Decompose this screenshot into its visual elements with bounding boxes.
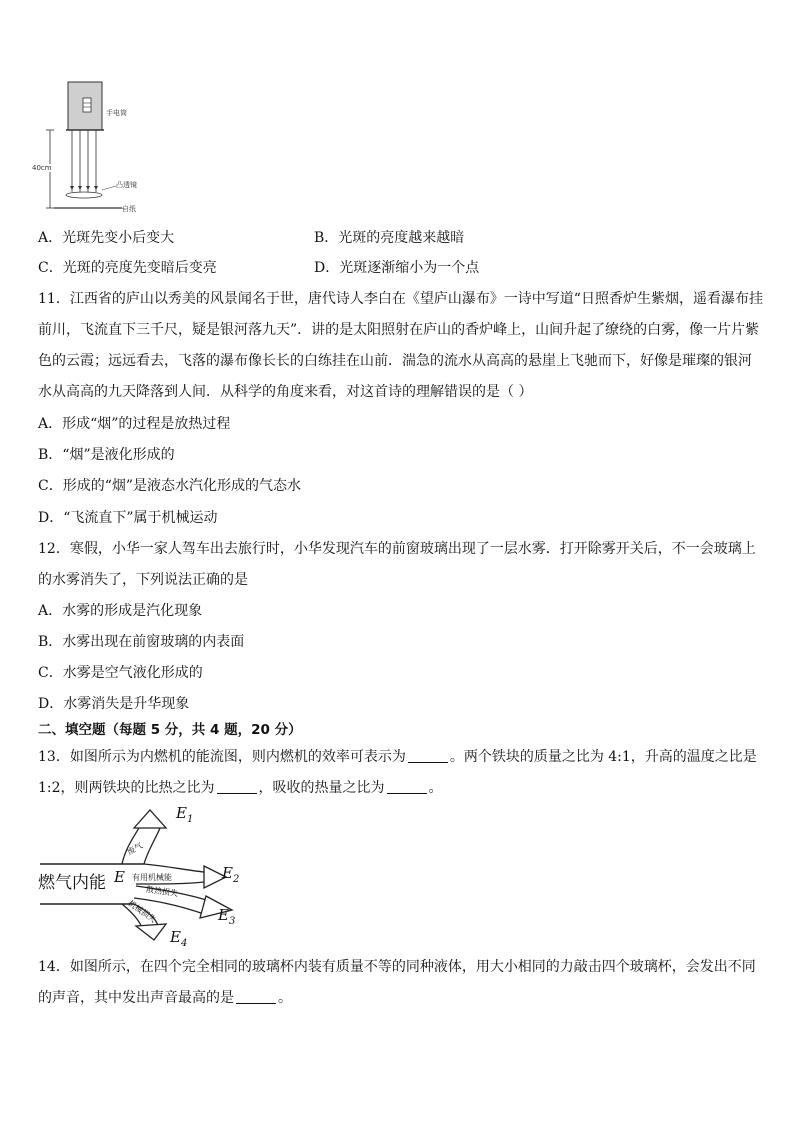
e3-label: $E_3$: [218, 906, 236, 927]
q10-option-d: D．光斑逐渐缩小为一个点: [314, 260, 480, 276]
q12-line-1: 12．寒假，小华一家人驾车出去旅行时，小华发现汽车的前窗玻璃出现了一层水雾．打开除雾开关后，不一会玻璃上: [38, 541, 756, 557]
energy-flow-figure: [36, 804, 276, 949]
heat-loss-label: 散热损失: [145, 884, 179, 899]
q11-line-4: 水从高高的九天降落到人间．从科学的角度来看，对这首诗的理解错误的是（ ）: [38, 384, 533, 400]
q11-option-a: A．形成“烟”的过程是放热过程: [38, 416, 231, 432]
q11-option-b: B．“烟”是液化形成的: [38, 447, 175, 463]
paper-label: 白纸: [122, 205, 136, 213]
flashlight-lens-figure: [30, 78, 170, 218]
q13-line-2: 1:2，则两铁块的比热之比为 ，吸收的热量之比为 。: [38, 780, 443, 796]
q10-option-a: A．光斑先变小后变大: [38, 230, 175, 246]
q10-option-c: C．光斑的亮度先变暗后变亮: [38, 260, 217, 276]
answer-blank[interactable]: [387, 779, 427, 794]
lens-label: 凸透镜: [116, 181, 137, 189]
q14-line-1: 14．如图所示，在四个完全相同的玻璃杯内装有质量不等的同种液体，用大小相同的力敲击四个玻璃杯，会发出不同: [38, 959, 756, 975]
q12-option-d: D．水雾消失是升华现象: [38, 696, 190, 712]
q12-line-2: 的水雾消失了，下列说法正确的是: [38, 572, 248, 588]
q11-option-d: D．“飞流直下”属于机械运动: [38, 510, 218, 526]
q11-line-2: 前川，飞流直下三千尺，疑是银河落九天”．讲的是太阳照射在庐山的香炉峰上，山间升起了缭绕的白雾，像一片片紫: [38, 322, 760, 338]
distance-label: 40cm: [32, 164, 52, 172]
e-label: E: [114, 868, 125, 886]
q13-line-1: 13．如图所示为内燃机的能流图，则内燃机的效率可表示为 。两个铁块的质量之比为 4:1，升高的温度之比是: [38, 749, 757, 765]
e2-label: $E_2$: [222, 864, 240, 885]
q11-line-3: 色的云霞；远远看去，飞落的瀑布像长长的白练挂在山前．湍急的流水从高高的悬崖上飞驰而下，好像是璀璨的银河: [38, 353, 752, 369]
q12-option-b: B．水雾出现在前窗玻璃的内表面: [38, 634, 245, 650]
e1-label: $E_1$: [176, 804, 194, 825]
q12-option-c: C．水雾是空气液化形成的: [38, 665, 203, 681]
q14-line-2: 的声音，其中发出声音最高的是 。: [38, 990, 292, 1006]
answer-blank[interactable]: [236, 989, 276, 1004]
flashlight-label: 手电筒: [106, 109, 127, 117]
waste-gas-label: 废气: [125, 841, 145, 857]
flashlight-lens-diagram: [30, 78, 170, 218]
answer-blank[interactable]: [217, 779, 257, 794]
q11-option-c: C．形成的“烟”是液态水汽化形成的气态水: [38, 478, 302, 494]
internal-energy-label: 燃气内能: [38, 873, 106, 893]
q12-option-a: A．水雾的形成是汽化现象: [38, 603, 203, 619]
mechanical-loss-label: 机械损失: [126, 898, 158, 925]
e4-label: $E_4$: [170, 928, 188, 949]
answer-blank[interactable]: [408, 748, 448, 763]
q10-option-b: B．光斑的亮度越来越暗: [314, 230, 465, 246]
q11-line-1: 11．江西省的庐山以秀美的风景闻名于世，唐代诗人李白在《望庐山瀑布》一诗中写道“日照香炉生紫烟，遥看瀑布挂: [38, 291, 763, 307]
useful-work-label: 有用机械能: [132, 873, 172, 882]
section-heading: 二、填空题（每题 5 分，共 4 题，20 分）: [38, 722, 302, 738]
